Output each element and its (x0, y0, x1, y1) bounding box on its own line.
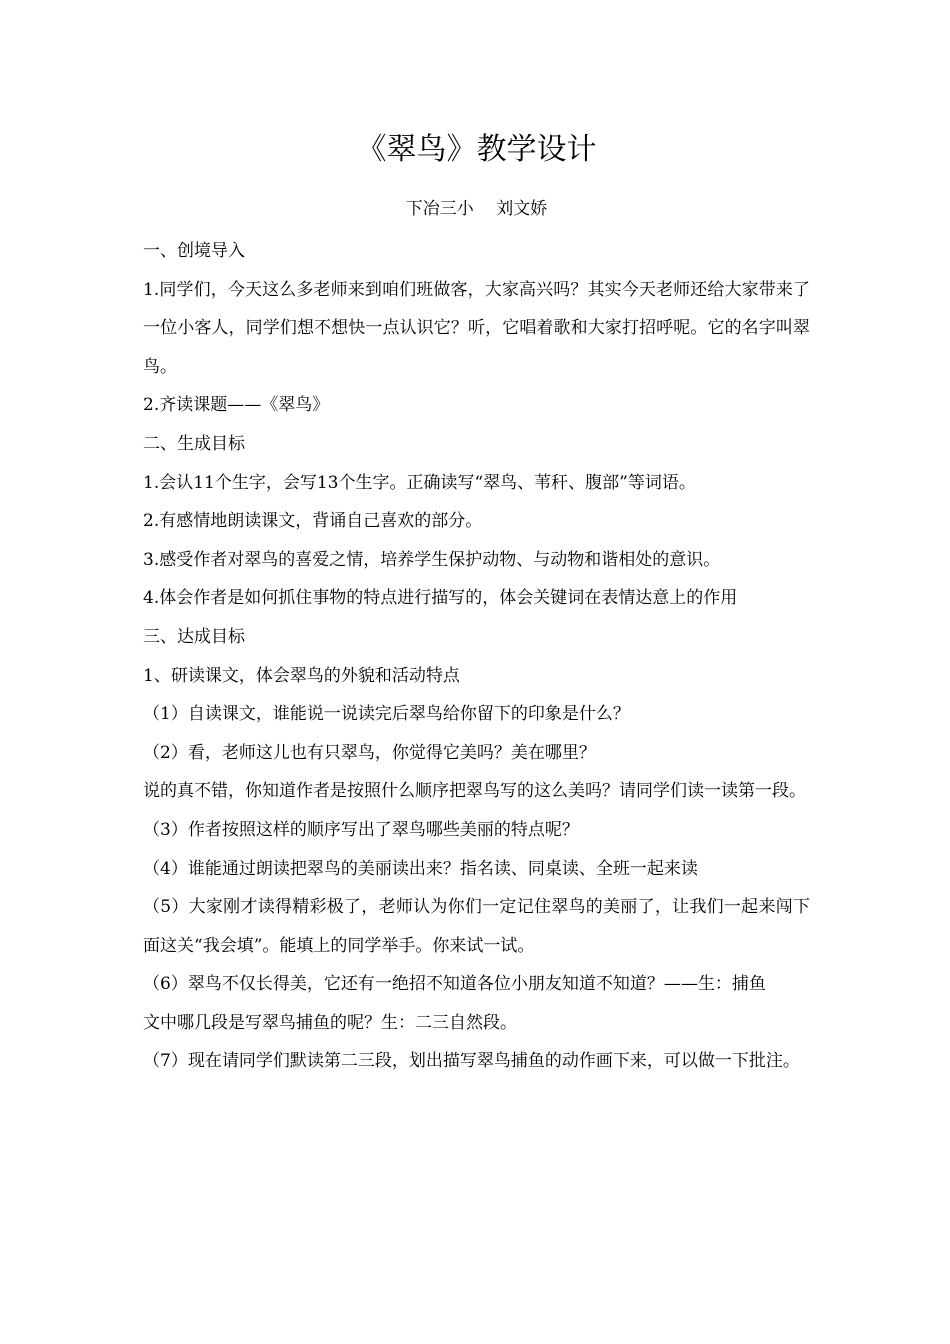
paragraph: 说的真不错，你知道作者是按照什么顺序把翠鸟写的这么美吗？请同学们读一读第一段。 (143, 781, 806, 802)
document-title: 《翠鸟》教学设计 (356, 132, 597, 167)
paragraph: （1）自读课文，谁能说一说读完后翠鸟给你留下的印象是什么？ (143, 704, 630, 725)
paragraph: 2.有感情地朗读课文，背诵自己喜欢的部分。 (143, 511, 483, 532)
paragraph: 4.体会作者是如何抓住事物的特点进行描写的，体会关键词在表情达意上的作用 (143, 588, 738, 609)
paragraph: 3.感受作者对翠鸟的喜爱之情，培养学生保护动物、与动物和谐相处的意识。 (143, 549, 721, 570)
paragraph: （2）看，老师这儿也有只翠鸟，你觉得它美吗？美在哪里？ (143, 742, 596, 763)
paragraph: 文中哪几段是写翠鸟捕鱼的呢？生：二三自然段。 (143, 1012, 517, 1033)
document-content (143, 130, 810, 1081)
section-heading-goals: 二、生成目标 (143, 433, 245, 454)
document-body (143, 232, 810, 1081)
paragraph: 1.会认11个生字，会写13个生字。正确读写“翠鸟、苇秆、腹部”等词语。 (143, 472, 696, 493)
paragraph: （5）大家刚才读得精彩极了，老师认为你们一定记住翠鸟的美丽了，让我们一起来闯下面这关“我会填”。能填上的同学举手。你来试一试。 (143, 897, 810, 956)
section-heading-intro: 一、创境导入 (143, 241, 245, 261)
paragraph: （7）现在请同学们默读第二三段，划出描写翠鸟捕鱼的动作画下来，可以做一下批注。 (143, 1051, 800, 1072)
paragraph: 1、研读课文，体会翠鸟的外貌和活动特点 (143, 665, 460, 686)
paragraph: 2.齐读课题——《翠鸟》 (143, 395, 330, 416)
paragraph: （6）翠鸟不仅长得美，它还有一绝招不知道各位小朋友知道不知道？——生：捕鱼 (143, 974, 766, 995)
paragraph: （4）谁能通过朗读把翠鸟的美丽读出来？指名读、同桌读、全班一起来读 (143, 858, 698, 879)
paragraph: （3）作者按照这样的顺序写出了翠鸟哪些美丽的特点呢？ (143, 819, 579, 840)
paragraph: 1.同学们，今天这么多老师来到咱们班做客，大家高兴吗？其实今天老师还给大家带来了一位小客人，同学们想不想快一点认识它？听，它唱着歌和大家打招呼呢。它的名字叫翠鸟。 (143, 279, 810, 377)
section-heading-achieve: 三、达成目标 (143, 626, 245, 647)
author-byline: 下冶三小 刘文娇 (405, 199, 548, 219)
